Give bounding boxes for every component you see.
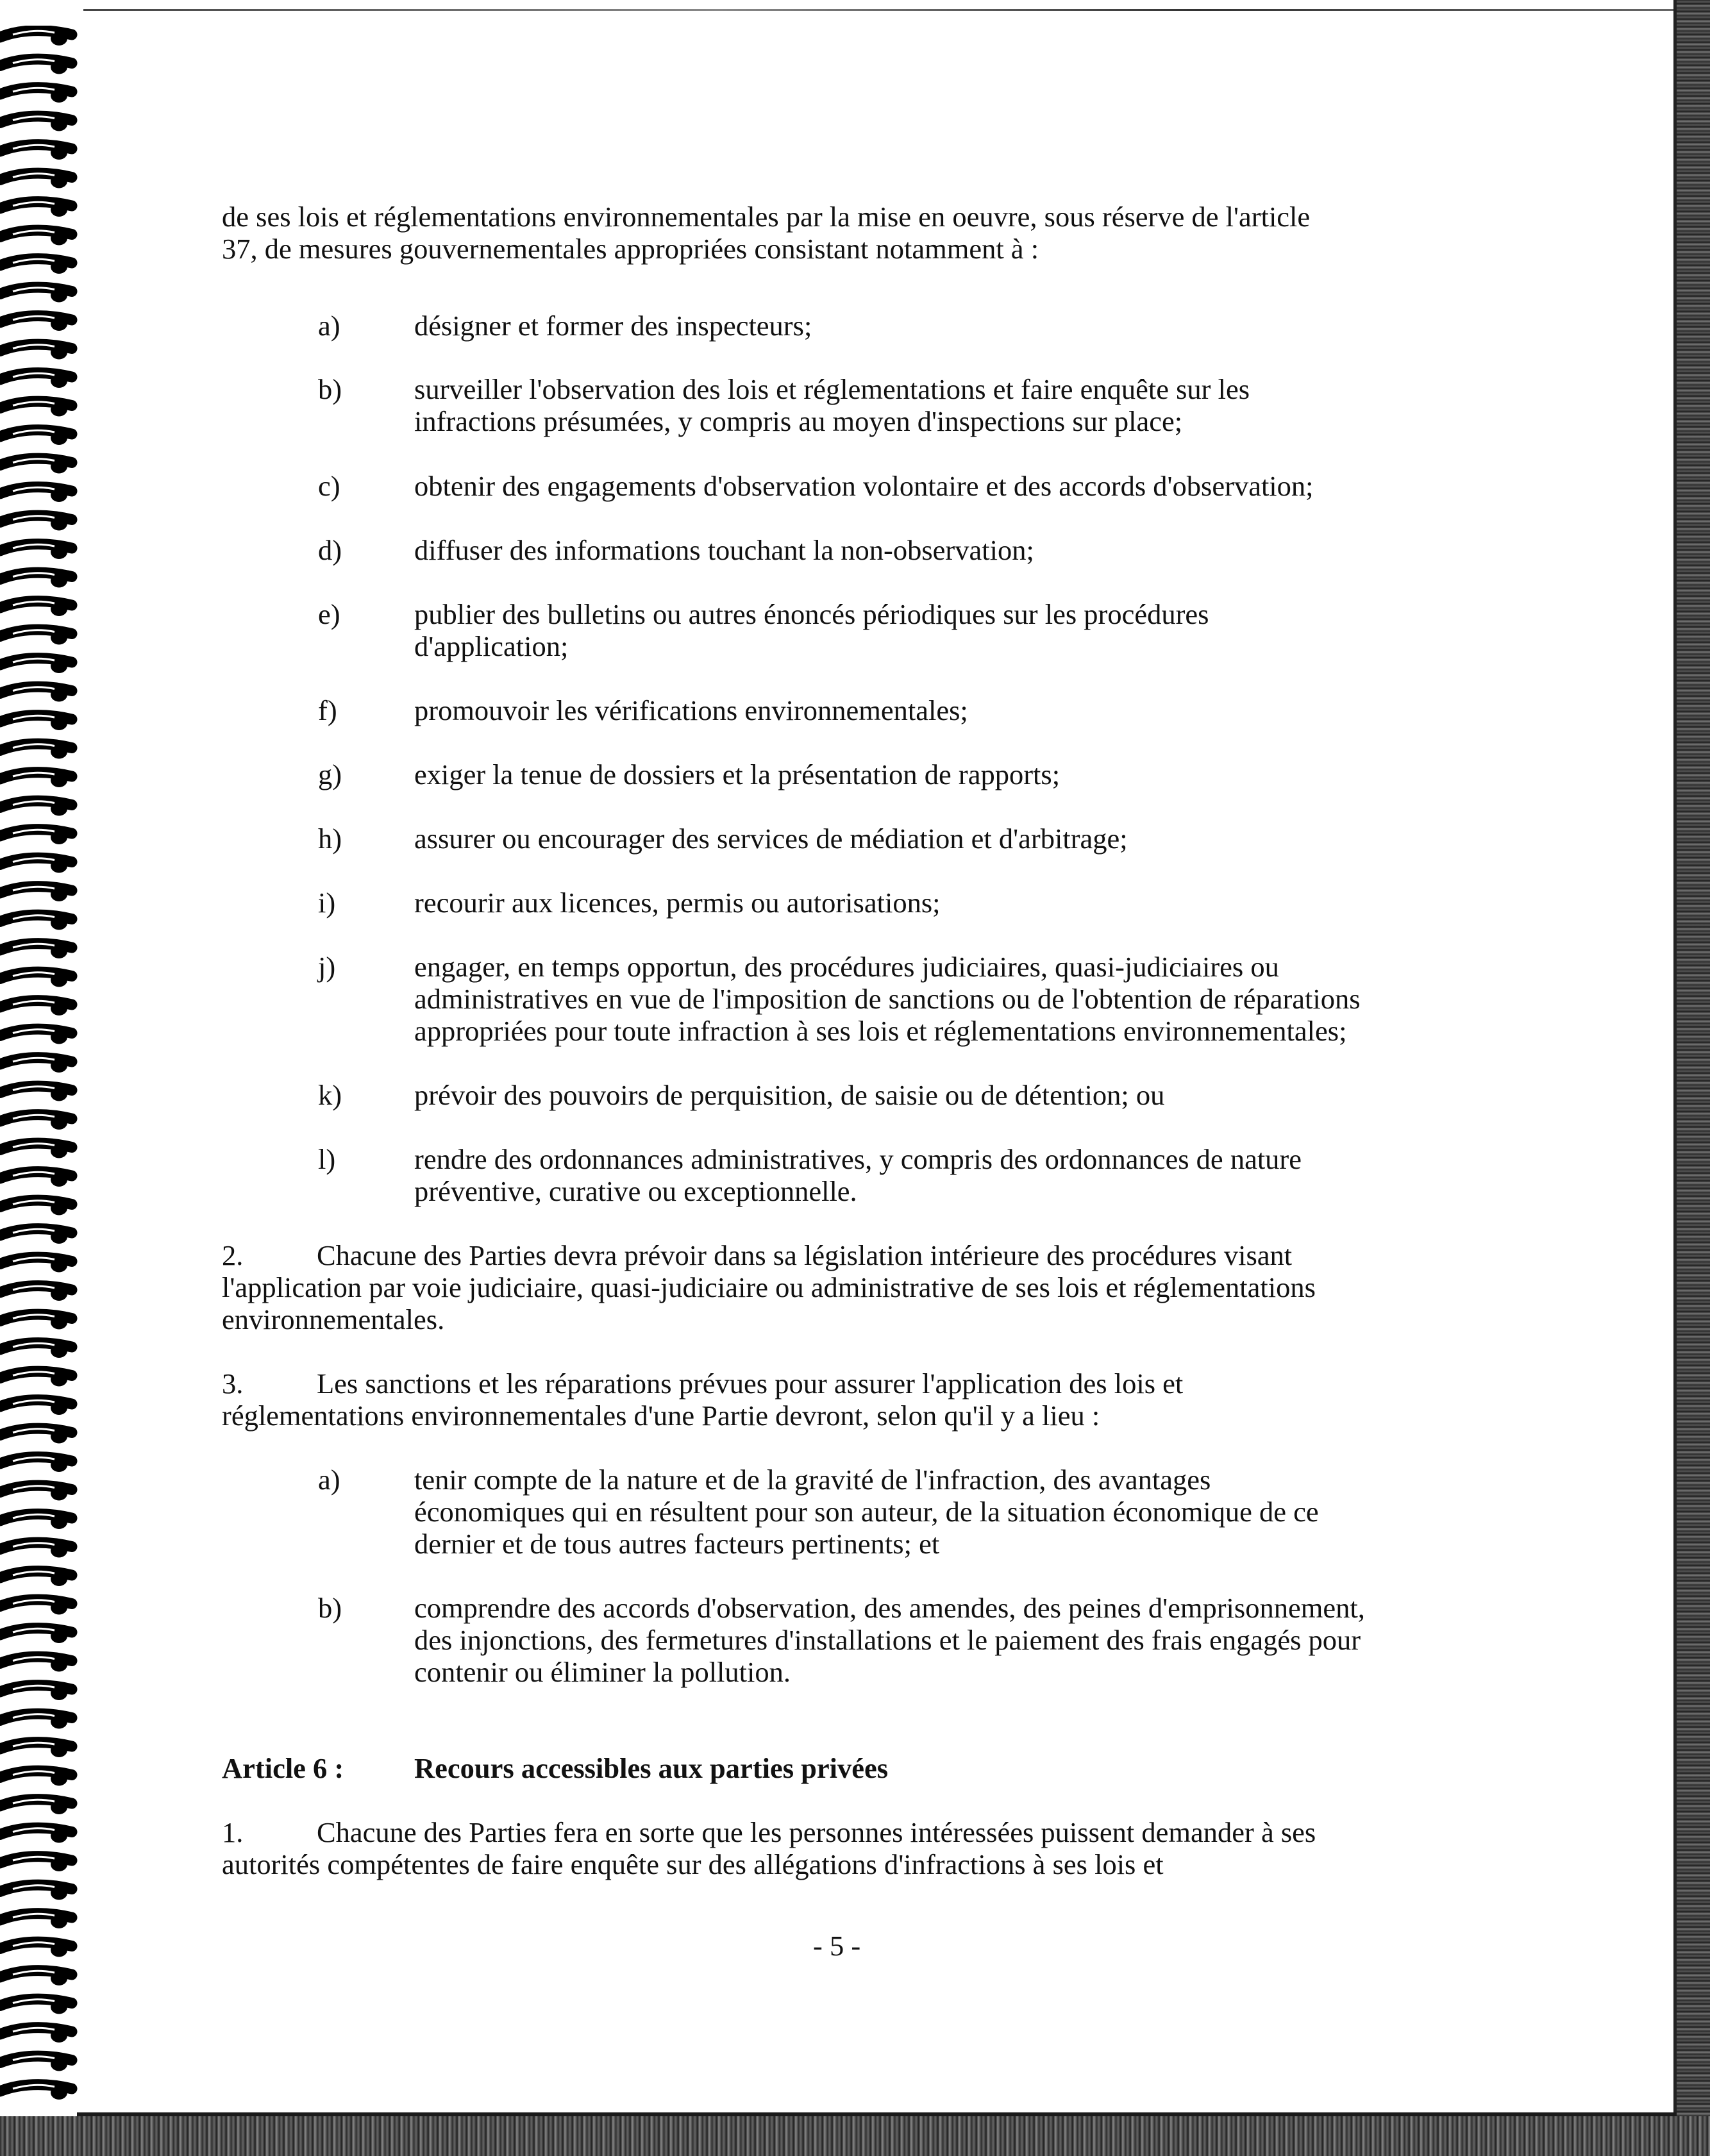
binding-coil (0, 202, 72, 217)
binding-coil (0, 601, 72, 616)
binding-coil (0, 373, 72, 388)
list2-marker-a: a) (318, 1464, 340, 1496)
list1-marker-g: g) (318, 758, 342, 790)
binding-coil (0, 1914, 72, 1928)
list1-marker-h: h) (318, 823, 342, 855)
binding-coil (0, 1286, 72, 1301)
binding-coil (0, 1971, 72, 1985)
list1-marker-b: b) (318, 373, 342, 405)
binding-coil (0, 1086, 72, 1101)
binding-coil (0, 1685, 72, 1700)
list1-marker-k: k) (318, 1079, 342, 1111)
binding-coil (0, 1828, 72, 1843)
binding-coil (0, 230, 72, 245)
binding-coil (0, 572, 72, 587)
article6-label: Article 6 : (222, 1752, 344, 1784)
page-number: - 5 - (813, 1930, 861, 1962)
spiral-binding (0, 26, 83, 2109)
binding-coil (0, 116, 72, 131)
binding-coil (0, 2028, 72, 2043)
binding-coil (0, 59, 72, 74)
list1-item-e-line-2: d'application; (414, 630, 569, 662)
binding-coil (0, 1771, 72, 1785)
binding-coil (0, 1314, 72, 1329)
binding-coil (0, 259, 72, 274)
binding-coil (0, 88, 72, 103)
binding-coil (0, 1371, 72, 1386)
binding-coil (0, 1428, 72, 1443)
binding-coil (0, 1514, 72, 1529)
binding-coil (0, 1542, 72, 1557)
binding-coil (0, 1714, 72, 1728)
list2-item-a-line-1: tenir compte de la nature et de la gravité de l'infraction, des avantages (414, 1464, 1211, 1496)
list1-item-l-line-2: préventive, curative ou exceptionnelle. (414, 1175, 857, 1207)
list1-item-b-line-2: infractions présumées, y compris au moyen d'inspections sur place; (414, 405, 1183, 437)
binding-coil (0, 1143, 72, 1158)
binding-coil (0, 1600, 72, 1614)
binding-coil (0, 1571, 72, 1586)
binding-coil (0, 1343, 72, 1358)
binding-coil (0, 773, 72, 787)
list1-item-e-line-1: publier des bulletins ou autres énoncés périodiques sur les procédures (414, 598, 1209, 630)
list2-item-a-line-3: dernier et de tous autres facteurs pertinents; et (414, 1528, 940, 1560)
binding-coil (0, 687, 72, 701)
list2-item-b-line-1: comprendre des accords d'observation, des amendes, des peines d'emprisonnement, (414, 1592, 1365, 1624)
binding-coil (0, 1200, 72, 1215)
list1-item-j-line-3: appropriées pour toute infraction à ses lois et réglementations environnementales; (414, 1015, 1347, 1047)
binding-coil (0, 2085, 72, 2100)
list1-marker-d: d) (318, 534, 342, 566)
binding-coil (0, 287, 72, 302)
binding-coil (0, 1742, 72, 1757)
binding-coil (0, 1115, 72, 1130)
list2-item-b-line-3: contenir ou éliminer la pollution. (414, 1656, 791, 1688)
list1-item-c: obtenir des engagements d'observation volontaire et des accords d'observation; (414, 470, 1314, 502)
list1-item-f: promouvoir les vérifications environnementales; (414, 694, 968, 726)
para2-number: 2. (222, 1239, 244, 1271)
binding-coil (0, 1400, 72, 1415)
para2-line-3: environnementales. (222, 1303, 445, 1335)
scan-edge-top (83, 9, 1673, 11)
list1-marker-f: f) (318, 694, 337, 726)
list1-item-j-line-1: engager, en temps opportun, des procédures judiciaires, quasi-judiciaires ou (414, 951, 1279, 983)
binding-coil (0, 1029, 72, 1044)
binding-coil (0, 715, 72, 730)
binding-coil (0, 830, 72, 844)
list2-item-a-line-2: économiques qui en résultent pour son auteur, de la situation économique de ce (414, 1496, 1319, 1528)
para2-line-2: l'application par voie judiciaire, quasi-judiciaire ou administrative de ses lois et réglementations (222, 1271, 1316, 1303)
para3-line-1: Les sanctions et les réparations prévues pour assurer l'application des lois et (317, 1367, 1184, 1400)
binding-coil (0, 1657, 72, 1671)
article6-title: Recours accessibles aux parties privées (414, 1752, 889, 1784)
binding-coil (0, 915, 72, 930)
binding-coil (0, 801, 72, 815)
binding-coil (0, 1800, 72, 1814)
binding-coil (0, 344, 72, 359)
list1-item-i: recourir aux licences, permis ou autorisations; (414, 887, 941, 919)
binding-coil (0, 31, 72, 46)
list1-marker-j: j) (318, 951, 336, 983)
para6-1-line-2: autorités compétentes de faire enquête sur des allégations d'infractions à ses lois et (222, 1848, 1164, 1880)
binding-coil (0, 430, 72, 445)
list1-marker-l: l) (318, 1143, 336, 1175)
list1-item-h: assurer ou encourager des services de médiation et d'arbitrage; (414, 823, 1128, 855)
binding-coil (0, 744, 72, 758)
intro-line-2: 37, de mesures gouvernementales appropriées consistant notamment à : (222, 233, 1039, 265)
list2-marker-b: b) (318, 1592, 342, 1624)
binding-coil (0, 487, 72, 502)
list1-item-g: exiger la tenue de dossiers et la présentation de rapports; (414, 758, 1060, 790)
binding-coil (0, 1857, 72, 1871)
para2-line-1: Chacune des Parties devra prévoir dans sa législation intérieure des procédures visant (317, 1239, 1293, 1271)
para6-1-number: 1. (222, 1816, 244, 1848)
para3-number: 3. (222, 1367, 244, 1400)
binding-coil (0, 858, 72, 873)
scan-edge-right (1677, 0, 1710, 2156)
binding-coil (0, 316, 72, 331)
binding-coil (0, 1999, 72, 2014)
para3-line-2: réglementations environnementales d'une Partie devront, selon qu'il y a lieu : (222, 1400, 1100, 1432)
binding-coil (0, 145, 72, 160)
list1-item-k: prévoir des pouvoirs de perquisition, de saisie ou de détention; ou (414, 1079, 1165, 1111)
binding-coil (0, 972, 72, 987)
binding-coil (0, 1485, 72, 1500)
binding-coil (0, 515, 72, 530)
list2-item-b-line-2: des injonctions, des fermetures d'installations et le paiement des frais engagés pour (414, 1624, 1361, 1656)
binding-coil (0, 1229, 72, 1244)
binding-coil (0, 944, 72, 958)
intro-line-1: de ses lois et réglementations environnementales par la mise en oeuvre, sous réserve de l'article (222, 201, 1311, 233)
binding-coil (0, 887, 72, 901)
binding-coil (0, 1058, 72, 1073)
binding-coil (0, 1457, 72, 1472)
binding-coil (0, 401, 72, 416)
binding-coil (0, 1172, 72, 1187)
binding-coil (0, 1257, 72, 1272)
binding-coil (0, 2056, 72, 2071)
list1-item-l-line-1: rendre des ordonnances administratives, y compris des ordonnances de nature (414, 1143, 1302, 1175)
binding-coil (0, 458, 72, 473)
scan-edge-bottom (0, 2116, 1710, 2156)
list1-marker-c: c) (318, 470, 340, 502)
list1-marker-i: i) (318, 887, 336, 919)
list1-item-d: diffuser des informations touchant la non-observation; (414, 534, 1034, 566)
binding-coil (0, 630, 72, 644)
binding-coil (0, 173, 72, 188)
para6-1-line-1: Chacune des Parties fera en sorte que les personnes intéressées puissent demander à ses (317, 1816, 1316, 1848)
list1-marker-e: e) (318, 598, 340, 630)
list1-item-a: désigner et former des inspecteurs; (414, 310, 812, 342)
binding-coil (0, 1885, 72, 1900)
list1-item-b-line-1: surveiller l'observation des lois et réglementations et faire enquête sur les (414, 373, 1250, 405)
binding-coil (0, 1628, 72, 1643)
binding-coil (0, 658, 72, 673)
binding-coil (0, 544, 72, 559)
binding-coil (0, 1001, 72, 1015)
list1-marker-a: a) (318, 310, 340, 342)
binding-coil (0, 1942, 72, 1957)
list1-item-j-line-2: administratives en vue de l'imposition de sanctions ou de l'obtention de réparations (414, 983, 1361, 1015)
